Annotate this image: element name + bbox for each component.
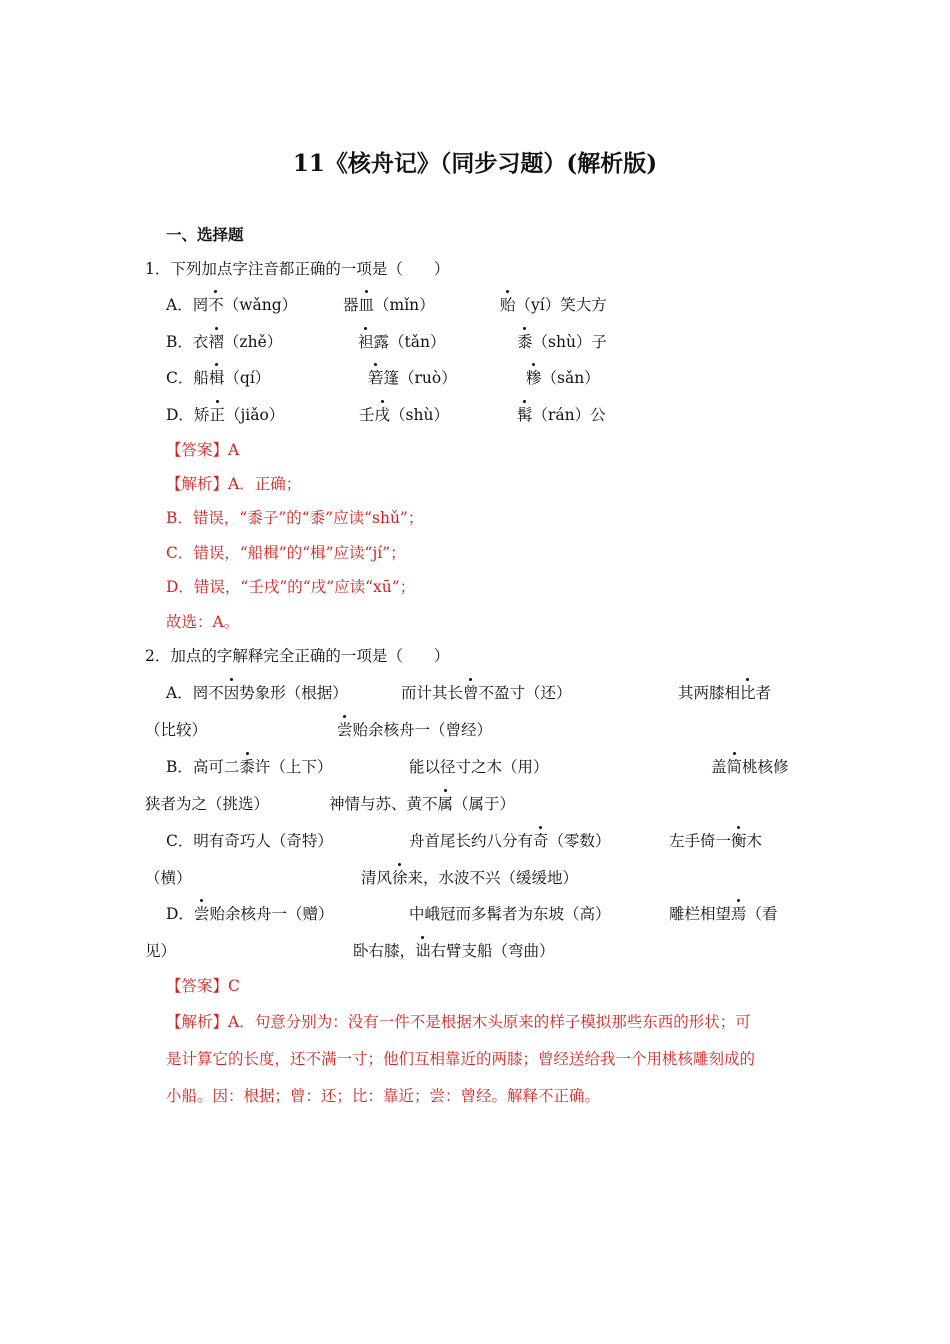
q2-option-a-1: A．罔不因势象形（根据） [166, 684, 348, 702]
q2-option-d-3: 雕栏相望焉（看 [669, 905, 778, 923]
q2-answer: 【答案】C [166, 977, 240, 995]
emphasis-dot-char: 糁 [526, 369, 542, 387]
emphasis-dot-char: 因 [223, 684, 240, 702]
emphasis-dot-char: 黍 [517, 333, 533, 351]
q1-conclusion: 故选：A。 [166, 613, 240, 631]
emphasis-dot-char: 贻 [500, 296, 516, 314]
q2-analysis-1: 【解析】A．句意分别为：没有一件不是根据木头原来的样子模拟那些东西的形状；可 [166, 1013, 751, 1031]
emphasis-dot-char: 尝 [193, 905, 210, 923]
q2-option-d-2: 中峨冠而多髯者为东坡（高） [409, 905, 611, 923]
q2-option-a-2: 而计其长曾不盈寸（还） [401, 684, 572, 702]
emphasis-dot-char: 尝 [337, 721, 353, 739]
emphasis-dot-char: 奇 [533, 832, 549, 850]
q2-option-d-1: D．尝贻余核舟一（赠） [166, 905, 334, 923]
emphasis-dot-char: 属 [437, 795, 454, 813]
emphasis-dot-char: 袒 [358, 333, 374, 351]
q1-analysis-d: D．错误，“壬戌”的“戌”应读“xū”； [166, 578, 416, 596]
q2-option-c-1: C．明有奇巧人（奇特） [166, 832, 333, 850]
emphasis-dot-char: 正 [209, 406, 225, 424]
q1-option-c-3: 糁（sǎn） [526, 369, 600, 387]
emphasis-dot-char: 黍 [239, 758, 255, 776]
q1-option-c-2: 箬篷（ruò） [368, 369, 457, 387]
q1-option-d-3: 髯（rán）公 [517, 406, 606, 424]
q1-answer: 【答案】A [166, 441, 240, 459]
emphasis-dot-char: 诎 [415, 942, 431, 960]
q2-option-d-4: 见） [145, 942, 177, 960]
q1-option-a-2: 器皿（mǐn） [343, 296, 435, 314]
q2-option-c-4: （横） [145, 869, 192, 887]
q1-option-b-3: 黍（shù）子 [517, 333, 607, 351]
question-1-stem: 1．下列加点字注音都正确的一项是（ ） [145, 260, 450, 278]
emphasis-dot-char: 箬 [368, 369, 384, 387]
emphasis-dot-char: 简 [726, 758, 743, 776]
q1-option-a-1: A．罔不（wǎng） [166, 296, 298, 314]
page-title: 11《核舟记》（同步习题）(解析版) [292, 150, 658, 177]
q1-option-d-1: D．矫正（jiǎo） [166, 406, 285, 424]
q1-option-b-2: 袒露（tǎn） [358, 333, 446, 351]
emphasis-dot-char: 徐 [392, 869, 408, 887]
q1-analysis-b: B．错误，“黍子”的“黍”应读“shǔ”； [166, 509, 424, 527]
q2-option-a-5: 尝贻余核舟一（曾经） [337, 721, 493, 739]
q2-analysis-3: 小船。因：根据；曾：还；比：靠近；尝：曾经。解释不正确。 [166, 1087, 601, 1105]
q1-analysis-a: 【解析】A．正确； [166, 475, 302, 493]
q2-option-b-5: 神情与苏、黄不属（属于） [329, 795, 516, 813]
q2-option-a-4: （比较） [145, 721, 208, 739]
q1-option-d-2: 壬戌（shù） [359, 406, 449, 424]
emphasis-dot-char: 褶 [208, 333, 224, 351]
emphasis-dot-char: 不 [208, 296, 224, 314]
q2-option-c-3: 左手倚一衡木 [669, 832, 763, 850]
section-heading: 一、选择题 [166, 225, 244, 244]
emphasis-dot-char: 楫 [208, 369, 225, 387]
q1-option-a-3: 贻（yí）笑大方 [500, 296, 607, 314]
q2-option-b-1: B．高可二黍许（上下） [166, 758, 333, 776]
q2-option-a-3: 其两膝相比者 [678, 684, 772, 702]
emphasis-dot-char: 衡 [731, 832, 747, 850]
q2-option-b-4: 狭者为之（挑选） [145, 795, 270, 813]
q2-option-b-2: 能以径寸之木（用） [409, 758, 549, 776]
q2-option-c-2: 舟首尾长约八分有奇（零数） [409, 832, 611, 850]
q2-analysis-2: 是计算它的长度，还不满一寸；他们互相靠近的两膝；曾经送给我一个用桃核雕刻成的 [166, 1050, 756, 1068]
emphasis-dot-char: 戌 [374, 406, 391, 424]
emphasis-dot-char: 曾 [463, 684, 479, 702]
q1-option-b-1: B．衣褶（zhě） [166, 333, 283, 351]
emphasis-dot-char: 比 [740, 684, 756, 702]
emphasis-dot-char: 髯 [517, 406, 533, 424]
q2-option-c-5: 清风徐来，水波不兴（缓缓地） [361, 869, 579, 887]
emphasis-dot-char: 皿 [358, 296, 375, 314]
question-2-stem: 2．加点的字解释完全正确的一项是（ ） [145, 647, 450, 665]
q2-option-d-5: 卧右膝，诎右臂支船（弯曲） [353, 942, 555, 960]
emphasis-dot-char: 焉 [731, 905, 747, 923]
q1-analysis-c: C．错误，“船楫”的“楫”应读“jí”； [166, 544, 406, 562]
q1-option-c-1: C．船楫（qí） [166, 369, 271, 387]
q2-option-b-3: 盖简桃核修 [711, 758, 789, 776]
